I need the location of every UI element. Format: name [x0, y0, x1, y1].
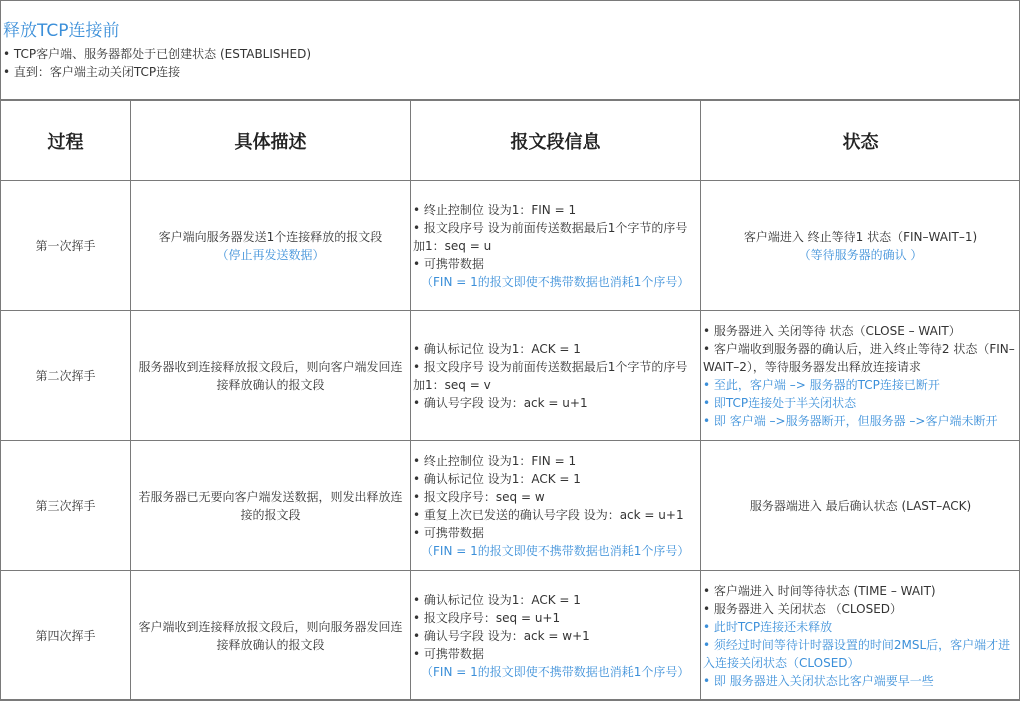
state-note: • 至此，客户端 –> 服务器的TCP连接已断开	[703, 376, 1018, 394]
segment-note: （FIN = 1的报文即使不携带数据也消耗1个序号）	[413, 273, 698, 291]
segment-line: • 可携带数据	[413, 524, 698, 542]
state-note: • 须经过时间等待计时器设置的时间2MSL后，客户端才进入连接关闭状态（CLOSED）	[703, 636, 1018, 672]
segment-line: • 确认标记位 设为1：ACK = 1	[413, 470, 698, 488]
header-bullet: • 直到：客户端主动关闭TCP连接	[3, 63, 1019, 81]
state-line: • 客户端进入 时间等待状态 (TIME – WAIT)	[703, 582, 1018, 600]
state-note: • 即 客户端 –>服务器断开，但服务器 –>客户端未断开	[703, 412, 1018, 430]
segment-line: • 确认号字段 设为：ack = w+1	[413, 627, 698, 645]
state-line: • 服务器进入 关闭状态 （CLOSED）	[703, 600, 1018, 618]
state-line: 客户端进入 终止等待1 状态（FIN–WAIT–1)	[703, 228, 1018, 246]
state-cell	[701, 571, 1020, 701]
step-cell: 第四次挥手	[1, 571, 131, 701]
description-cell	[131, 441, 411, 571]
state-cell	[701, 181, 1020, 311]
state-note: • 此时TCP连接还未释放	[703, 618, 1018, 636]
state-note: （等待服务器的确认 ）	[703, 246, 1018, 264]
table-row	[1, 441, 1020, 571]
segment-note: （FIN = 1的报文即使不携带数据也消耗1个序号）	[413, 542, 698, 560]
step-cell: 第二次挥手	[1, 311, 131, 441]
description-cell	[131, 571, 411, 701]
description-note: （停止再发送数据）	[133, 246, 408, 264]
description-text: 若服务器已无要向客户端发送数据，则发出释放连接的报文段	[133, 488, 408, 524]
state-cell	[701, 311, 1020, 441]
segment-note: （FIN = 1的报文即使不携带数据也消耗1个序号）	[413, 663, 698, 681]
segment-line: • 终止控制位 设为1：FIN = 1	[413, 452, 698, 470]
segment-cell	[411, 441, 701, 571]
segment-line: • 终止控制位 设为1：FIN = 1	[413, 201, 698, 219]
segment-line: • 报文段序号 设为前面传送数据最后1个字节的序号加1：seq = u	[413, 219, 698, 255]
segment-line: • 报文段序号 设为前面传送数据最后1个字节的序号加1：seq = v	[413, 358, 698, 394]
description-cell	[131, 181, 411, 311]
segment-line: • 确认标记位 设为1：ACK = 1	[413, 591, 698, 609]
segment-cell	[411, 181, 701, 311]
header-panel	[0, 0, 1020, 100]
segment-line: • 可携带数据	[413, 255, 698, 273]
segment-line: • 重复上次已发送的确认号字段 设为：ack = u+1	[413, 506, 698, 524]
state-line: 服务器端进入 最后确认状态 (LAST–ACK)	[703, 497, 1018, 515]
segment-line: • 可携带数据	[413, 645, 698, 663]
segment-line: • 确认号字段 设为：ack = u+1	[413, 394, 698, 412]
header-bullets	[3, 45, 1019, 81]
state-line: • 客户端收到服务器的确认后，进入终止等待2 状态（FIN–WAIT–2），等待服务器发出释放连接请求	[703, 340, 1018, 376]
table-row	[1, 571, 1020, 701]
description-text: 服务器收到连接释放报文段后，则向客户端发回连接释放确认的报文段	[133, 358, 408, 394]
table-row	[1, 311, 1020, 441]
handshake-table	[0, 100, 1020, 701]
table-row	[1, 181, 1020, 311]
state-note: • 即TCP连接处于半关闭状态	[703, 394, 1018, 412]
column-header-description: 具体描述	[131, 101, 411, 181]
segment-line: • 确认标记位 设为1：ACK = 1	[413, 340, 698, 358]
table-header-row	[1, 101, 1020, 181]
description-cell	[131, 311, 411, 441]
header-bullet: • TCP客户端、服务器都处于已创建状态 (ESTABLISHED)	[3, 45, 1019, 63]
segment-line: • 报文段序号：seq = u+1	[413, 609, 698, 627]
state-line: • 服务器进入 关闭等待 状态（CLOSE – WAIT）	[703, 322, 1018, 340]
page-title: 释放TCP连接前	[3, 19, 1019, 43]
column-header-segment: 报文段信息	[411, 101, 701, 181]
description-text: 客户端收到连接释放报文段后，则向服务器发回连接释放确认的报文段	[133, 618, 408, 654]
step-cell: 第一次挥手	[1, 181, 131, 311]
step-cell: 第三次挥手	[1, 441, 131, 571]
column-header-process: 过程	[1, 101, 131, 181]
segment-line: • 报文段序号：seq = w	[413, 488, 698, 506]
state-cell	[701, 441, 1020, 571]
segment-cell	[411, 311, 701, 441]
column-header-state: 状态	[701, 101, 1020, 181]
segment-cell	[411, 571, 701, 701]
description-text: 客户端向服务器发送1个连接释放的报文段	[133, 228, 408, 246]
state-note: • 即 服务器进入关闭状态比客户端要早一些	[703, 672, 1018, 690]
